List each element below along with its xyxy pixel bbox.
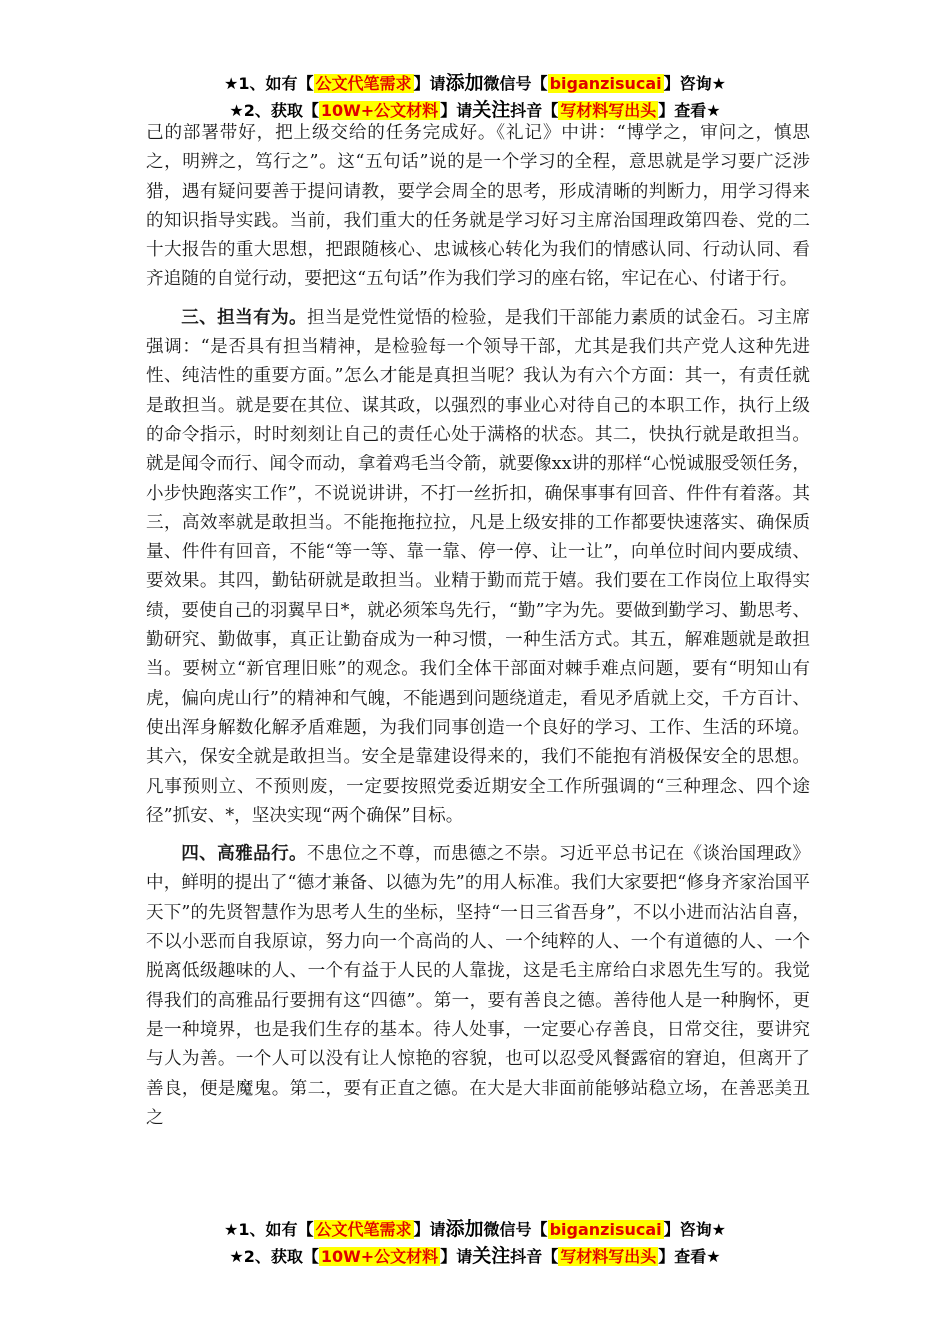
banner-text: 抖音【 (510, 1247, 559, 1266)
banner-text: 1、如有【 (238, 1220, 314, 1239)
banner-line-1 (0, 1216, 950, 1243)
paragraph-continuation (146, 119, 810, 295)
highlight-douyin-account: 写材料写出头 (560, 101, 657, 120)
paragraph-section-4 (146, 840, 810, 1133)
star-icon: ★ (229, 101, 244, 120)
section-heading: 三、担当有为。 (181, 307, 308, 328)
banner-emphasis: 关注 (472, 1245, 511, 1267)
star-icon: ★ (224, 74, 239, 93)
highlight-douyin-account: 写材料写出头 (560, 1247, 657, 1266)
banner-text: 】查看★ (658, 1247, 721, 1266)
paragraph-text: 担当是党性觉悟的检验，是我们干部能力素质的试金石。习主席强调：“是否具有担当精神，是检验每一个领导干部，尤其是我们共产党人这种先进性、纯洁性的重要方面。”怎么才能是真担当呢？我认为有六个方面：其一，有责任就是敢担当。就是要在其位、谋其政，以强烈的事业心对待自己的本职工作，执行上级的命令指示，时时刻刻让自己的责任心处于满格的状态。其二，快执行就是敢担当。就是闻令而行、闻令而动，拿着鸡毛当令箭，就要像xx讲的那样“心悦诚服受领任务，小步快跑落实工作”，不说说讲讲，不打一丝折扣，确保事事有回音、件件有着落。其三，高效率就是敢担当。不能拖拖拉拉，凡是上级安排的工作都要快速落实、确保质量、件件有回音，不能“等一等、靠一靠、停一停、让一让”，向单位时间内要成绩、要效果。其四，勤钻研就是敢担当。业精于勤而荒于嬉。我们要在工作岗位上取得实绩，要使自己的羽翼早日*，就必须笨鸟先行，“勤”字为先。要做到勤学习、勤思考、勤研究、勤做事，真正让勤奋成为一种习惯，一种生活方式。其五，解难题就是敢担当。要树立“新官理旧账”的观念。我们全体干部面对棘手难点问题，要有“明知山有虎，偏向虎山行”的精神和气魄，不能遇到问题绕道走，看见矛盾就上交，千方百计、使出浑身解数化解矛盾难题，为我们同事创造一个良好的学习、工作、生活的环境。其六，保安全就是敢担当。安全是靠建设得来的，我们不能抱有消极保安全的思想。凡事预则立、不预则废，一定要按照党委近期安全工作所强调的“三种理念、四个途径”抓安、*，坚决实现“两个确保”目标。 (146, 307, 810, 826)
banner-text: 】请 (413, 1220, 446, 1239)
banner-line-1 (0, 70, 950, 97)
banner-emphasis: 关注 (472, 99, 511, 121)
banner-text: 】请 (413, 74, 446, 93)
paragraph-text: 不患位之不尊，而患德之不崇。习近平总书记在《谈治国理政》中，鲜明的提出了“德才兼备、以德为先”的用人标准。我们大家要把“修身齐家治国平天下”的先贤智慧作为思考人生的坐标，坚持“一日三省吾身”，不以小进而沾沾自喜，不以小恶而自我原谅，努力向一个高尚的人、一个纯粹的人、一个有道德的人、一个脱离低级趣味的人、一个有益于人民的人靠拢，这是毛主席给白求恩先生写的。我觉得我们的高雅品行要拥有这“四德”。第一，要有善良之德。善待他人是一种胸怀，更是一种境界，也是我们生存的基本。待人处事，一定要心存善良，日常交往，要讲究与人为善。一个人可以没有让人惊艳的容貌，也可以忍受风餐露宿的窘迫，但离开了善良，便是魔鬼。第二，要有正直之德。在大是大非面前能够站稳立场，在善恶美丑之 (146, 844, 810, 1128)
banner-text: 微信号【 (483, 1220, 548, 1239)
banner-emphasis: 添加 (445, 72, 484, 94)
banner-text: 2、获取【 (243, 101, 319, 120)
header-banner (0, 70, 950, 124)
highlight-materials: 10W+公文材料 (320, 101, 439, 120)
banner-text: 】请 (440, 101, 473, 120)
highlight-wechat-id: biganzisucai (549, 74, 662, 93)
document-body (146, 119, 810, 1133)
banner-line-2 (0, 1243, 950, 1270)
banner-text: 】咨询★ (663, 1220, 726, 1239)
banner-text: 】查看★ (658, 101, 721, 120)
highlight-service: 公文代笔需求 (315, 1220, 412, 1239)
banner-text: 2、获取【 (243, 1247, 319, 1266)
banner-text: 1、如有【 (238, 74, 314, 93)
footer-banner (0, 1216, 950, 1270)
banner-text: 抖音【 (510, 101, 559, 120)
highlight-wechat-id: biganzisucai (549, 1220, 662, 1239)
banner-text: 】咨询★ (663, 74, 726, 93)
banner-text: 微信号【 (483, 74, 548, 93)
banner-text: 】请 (440, 1247, 473, 1266)
star-icon: ★ (229, 1247, 244, 1266)
section-heading: 四、高雅品行。 (181, 844, 308, 865)
highlight-materials: 10W+公文材料 (320, 1247, 439, 1266)
paragraph-section-3 (146, 304, 810, 831)
banner-emphasis: 添加 (445, 1218, 484, 1240)
paragraph-text: 己的部署带好，把上级交给的任务完成好。《礼记》中讲：“博学之，审问之，慎思之，明辨之，笃行之”。这“五句话”说的是一个学习的全程，意思就是学习要广泛涉猎，遇有疑问要善于提问请教，要学会周全的思考，形成清晰的判断力，用学习得来的知识指导实践。当前，我们重大的任务就是学习好习主席治国理政第四卷、党的二十大报告的重大思想，把跟随核心、忠诚核心转化为我们的情感认同、行动认同、看齐追随的自觉行动，要把这“五句话”作为我们学习的座右铭，牢记在心、付诸于行。 (146, 123, 810, 290)
highlight-service: 公文代笔需求 (315, 74, 412, 93)
star-icon: ★ (224, 1220, 239, 1239)
